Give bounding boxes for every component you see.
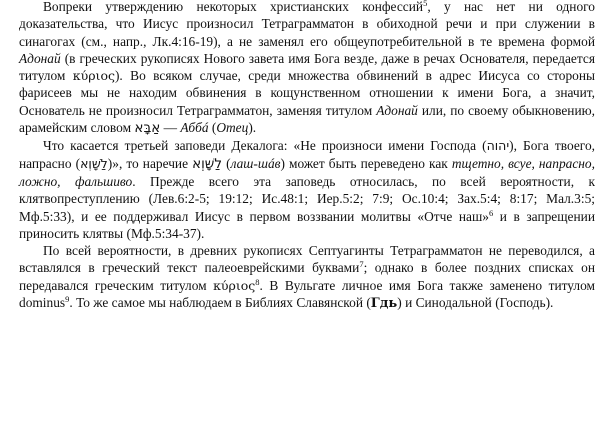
italic-term: Аббá — [180, 120, 209, 136]
text-run: . В Вульгате личное имя Бога также заменено титулом dominus — [19, 277, 595, 311]
text-run: . То же самое мы наблюдаем в Библиях Славянской ( — [69, 295, 371, 311]
text-run: ; однако в более поздних списках он передавался греческим титулом — [19, 260, 595, 293]
footnote-ref: 6 — [488, 207, 494, 218]
slavonic-abbreviation: Гдь — [370, 296, 398, 312]
paragraph-2 — [19, 137, 595, 242]
text-run: — — [160, 120, 181, 136]
hebrew-word: לַשָּׁוְא — [192, 155, 223, 172]
text-run: Что касается третьей заповеди Декалога: «Не произноси имени Господа ( — [43, 138, 487, 154]
text-run: ). — [248, 120, 257, 136]
footnote-ref: 9 — [65, 294, 70, 305]
document-page — [19, 0, 595, 312]
text-run: )», то наречие — [107, 155, 193, 171]
text-run: ). Во всяком случае, среди множества обвинений в адрес Иисуса со стороны фарисеев мы не находим обвинения в кощунственном отношении к имени Бога, а значит, Основатель не произносил Тетраграмматон, заменяя титулом — [19, 68, 595, 118]
greek-word: κύριος — [213, 277, 256, 293]
footnote-ref: 5 — [423, 0, 428, 8]
paragraph-3 — [19, 242, 595, 312]
text-run: ( — [208, 120, 217, 136]
italic-term: Отец — [216, 120, 249, 136]
paragraph-1 — [19, 0, 595, 137]
text-run: ) и Синодальной (Господь). — [397, 295, 554, 311]
footnote-ref: 8 — [255, 276, 260, 287]
footnote-ref: 7 — [359, 259, 364, 270]
hebrew-word: אַבָּא — [134, 120, 161, 137]
italic-term: Адонай — [19, 50, 61, 66]
text-run: , у нас нет ни одного доказательства, что Иисус произносил Тетраграмматон в обиходной речи и при служении в синагогах (см., напр., Лк.4:16-19), а не заменял его общеупотребительной в те времена формой — [19, 0, 595, 49]
italic-term: лаш-шáв — [230, 155, 281, 171]
text-run: ) может быть переведено как — [280, 155, 452, 171]
text-run: и в запрещении приносить клятвы (Мф.5:34-37). — [19, 208, 595, 241]
text-run: ), Бога твоего, напрасно ( — [19, 138, 595, 171]
hebrew-word: לַשָּׁוְא — [80, 155, 108, 171]
italic-term: тщетно, всуе, напрасно, ложно, фальшиво — [19, 155, 595, 189]
hebrew-word: יהוה — [486, 138, 510, 154]
text-run: . Прежде всего эта заповедь относилась, по всей вероятности, к клятвопреступлению (Лев.6:2-5; 19:12; Ис.48:1; Иер.5:2; 7:9; Ос.10:4; Зах.5:4; 8:17; Мал.3:5; Мф.5:33), и ее поддерживал Иисус в первом воззвании молитвы «Отче наш» — [19, 173, 595, 224]
text-run: По всей вероятности, в древних рукописях Септуагинты Тетраграмматон не переводился, а вставлялся в греческий текст палеоеврейскими буквами — [19, 243, 595, 276]
italic-term: Адонай — [376, 102, 418, 118]
text-run: Вопреки утверждению некоторых христианских конфессий — [43, 0, 424, 14]
text-run: ( — [222, 155, 231, 171]
text-run: или, по своему обыкновению, арамейским словом — [19, 102, 595, 136]
greek-word: κύριος — [72, 68, 115, 84]
text-run: (в греческих рукописях Нового завета имя Бога везде, даже в речах Основателя, передается титулом — [19, 50, 595, 84]
